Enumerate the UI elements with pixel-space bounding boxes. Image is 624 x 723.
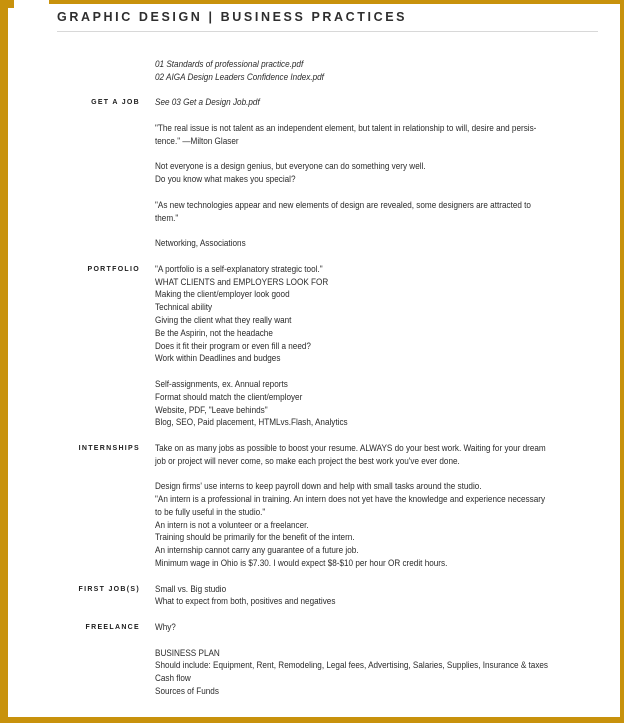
paragraph-lines <box>155 123 598 149</box>
paragraph-lines <box>155 584 598 610</box>
text-line: Why? <box>155 622 176 634</box>
text-line: Technical ability <box>155 302 213 314</box>
text-line: Cash flow <box>155 673 191 685</box>
section-label <box>57 59 140 61</box>
paragraph-row <box>57 264 598 366</box>
frame-border-left <box>0 0 8 723</box>
paragraph-lines <box>155 481 598 571</box>
text-line: Take on as many jobs as possible to boost your resume. ALWAYS do your best work. Waiting for your dream <box>155 442 546 454</box>
section-label <box>57 481 140 483</box>
frame-border-bottom <box>0 717 624 723</box>
text-line: "The real issue is not talent as an independent element, but talent in relationship to will, desire and persis- <box>155 122 537 134</box>
paragraph-row <box>57 622 598 635</box>
section-label: FIRST JOB(S) <box>78 585 140 593</box>
text-line: Should include: Equipment, Rent, Remodeling, Legal fees, Advertising, Salaries, Supplies, Insurance & taxes <box>155 660 549 672</box>
document-content <box>57 10 598 712</box>
text-line: Networking, Associations <box>155 238 246 250</box>
text-line: Do you know what makes you special? <box>155 174 296 186</box>
text-line: Website, PDF, "Leave behinds" <box>155 404 268 416</box>
paragraph-row <box>57 200 598 226</box>
paragraph-lines <box>155 379 598 430</box>
text-line: An intern is not a volunteer or a freelancer. <box>155 519 309 531</box>
text-line: Giving the client what they really want <box>155 314 292 326</box>
section-label <box>57 161 140 163</box>
text-line: job or project will never come, so make each project the best work you've ever done. <box>155 455 460 467</box>
paragraph-row <box>57 161 598 187</box>
paragraph-row <box>57 123 598 149</box>
paragraph-row <box>57 59 598 85</box>
frame-border-top <box>49 0 624 4</box>
text-line: them." <box>155 212 179 224</box>
paragraph-row <box>57 584 598 610</box>
paragraph-lines <box>155 200 598 226</box>
section-label <box>57 238 140 240</box>
text-line: "A portfolio is a self-explanatory strategic tool." <box>155 263 323 275</box>
text-line: 02 AIGA Design Leaders Confidence Index.pdf <box>155 71 324 83</box>
text-line: "As new technologies appear and new elements of design are revealed, some designers are attracted to <box>155 199 531 211</box>
text-line: What to expect from both, positives and negatives <box>155 596 336 608</box>
text-line: Minimum wage in Ohio is $7.30. I would expect $8-$10 per hour OR credit hours. <box>155 558 448 570</box>
section-label <box>57 200 140 202</box>
text-line: An internship cannot carry any guarantee of a future job. <box>155 545 359 557</box>
text-line: See 03 Get a Design Job.pdf <box>155 97 260 109</box>
text-line: BUSINESS PLAN <box>155 647 220 659</box>
text-line: Format should match the client/employer <box>155 391 303 403</box>
section-label: PORTFOLIO <box>87 265 140 273</box>
section-label <box>57 379 140 381</box>
text-line: Design firms' use interns to keep payroll down and help with small tasks around the studio. <box>155 481 482 493</box>
text-line: Making the client/employer look good <box>155 289 290 301</box>
text-line: Work within Deadlines and budges <box>155 353 281 365</box>
text-line: 01 Standards of professional practice.pdf <box>155 59 304 70</box>
paragraph-row <box>57 481 598 571</box>
page-title: GRAPHIC DESIGN | BUSINESS PRACTICES <box>57 10 408 24</box>
paragraph-lines <box>155 443 598 469</box>
text-line: "An intern is a professional in training. An intern does not yet have the knowledge and experience necessary <box>155 494 546 506</box>
frame-border-top-left-notch <box>0 0 14 8</box>
document-body <box>57 59 598 699</box>
title-divider <box>57 31 598 32</box>
paragraph-lines <box>155 97 598 110</box>
section-label <box>57 123 140 125</box>
text-line: Be the Aspirin, not the headache <box>155 327 273 339</box>
frame-border-right <box>620 0 624 723</box>
text-line: Does it fit their program or even fill a need? <box>155 340 311 352</box>
text-line: WHAT CLIENTS and EMPLOYERS LOOK FOR <box>155 276 329 288</box>
section-label <box>57 648 140 650</box>
section-label: INTERNSHIPS <box>78 444 140 452</box>
text-line: tence." —Milton Glaser <box>155 135 239 147</box>
paragraph-lines <box>155 648 598 699</box>
text-line: Training should be primarily for the benefit of the intern. <box>155 532 355 544</box>
text-line: Small vs. Big studio <box>155 583 227 595</box>
section-label: FREELANCE <box>85 624 140 632</box>
paragraph-lines <box>155 264 598 366</box>
text-line: to be fully useful in the studio." <box>155 506 266 518</box>
paragraph-lines <box>155 622 598 635</box>
paragraph-lines <box>155 59 598 85</box>
section-label: GET A JOB <box>91 99 140 107</box>
text-line: Self-assignments, ex. Annual reports <box>155 378 288 390</box>
paragraph-row <box>57 97 598 110</box>
text-line: Sources of Funds <box>155 686 219 698</box>
text-line: Not everyone is a design genius, but everyone can do something very well. <box>155 161 426 173</box>
paragraph-row <box>57 648 598 699</box>
paragraph-row <box>57 379 598 430</box>
paragraph-row <box>57 443 598 469</box>
paragraph-lines <box>155 161 598 187</box>
text-line: Blog, SEO, Paid placement, HTMLvs.Flash, Analytics <box>155 417 348 429</box>
paragraph-row <box>57 238 598 251</box>
paragraph-lines <box>155 238 598 251</box>
